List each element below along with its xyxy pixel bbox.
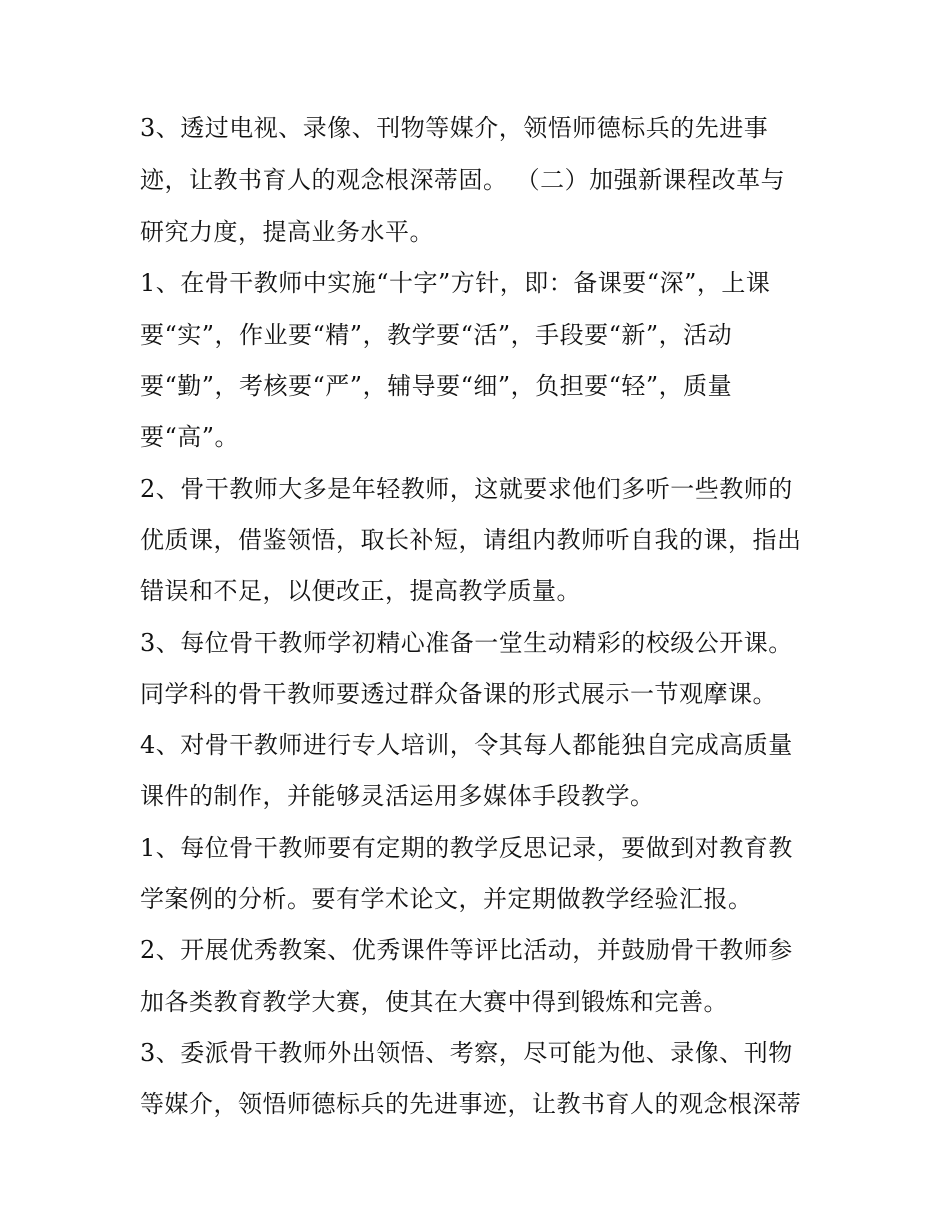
text-line: 错误和不足，以便改正，提高教学质量。	[140, 577, 581, 605]
text-line: 迹，让教书育人的观念根深蒂固。 （二）加强新课程改革与	[140, 166, 786, 194]
text-line: 3、每位骨干教师学初精心准备一堂生动精彩的校级公开课。	[140, 629, 793, 657]
text-line: 课件的制作，并能够灵活运用多媒体手段教学。	[140, 782, 655, 810]
text-line: 等媒介，领悟师德标兵的先进事迹，让教书育人的观念根深蒂	[140, 1090, 802, 1118]
text-line: 1、每位骨干教师要有定期的教学反思记录，要做到对教育教	[140, 834, 793, 862]
text-line: 要“勤”，考核要“严”，辅导要“细”，负担要“轻”，质量	[140, 372, 733, 400]
text-line: 3、透过电视、录像、刊物等媒介，领悟师德标兵的先进事	[140, 114, 769, 142]
text-line: 1、在骨干教师中实施“十字”方针，即：备课要“深”，上课	[140, 269, 771, 297]
text-line: 4、对骨干教师进行专人培训，令其每人都能独自完成高质量	[140, 731, 793, 759]
text-line: 要“实”，作业要“精”，教学要“活”，手段要“新”，活动	[140, 321, 733, 349]
text-line: 优质课，借鉴领悟，取长补短，请组内教师听自我的课，指出	[140, 526, 802, 554]
text-line: 同学科的骨干教师要透过群众备课的形式展示一节观摩课。	[140, 680, 777, 708]
text-line: 3、委派骨干教师外出领悟、考察，尽可能为他、录像、刊物	[140, 1039, 793, 1067]
text-line: 研究力度，提高业务水平。	[140, 218, 434, 246]
text-line: 2、骨干教师大多是年轻教师，这就要求他们多听一些教师的	[140, 475, 793, 503]
text-line: 学案例的分析。要有学术论文，并定期做教学经验汇报。	[140, 885, 753, 913]
text-line: 2、开展优秀教案、优秀课件等评比活动，并鼓励骨干教师参	[140, 936, 793, 964]
text-line: 加各类教育教学大赛，使其在大赛中得到锻炼和完善。	[140, 988, 728, 1016]
text-line: 要“高”。	[140, 423, 240, 451]
